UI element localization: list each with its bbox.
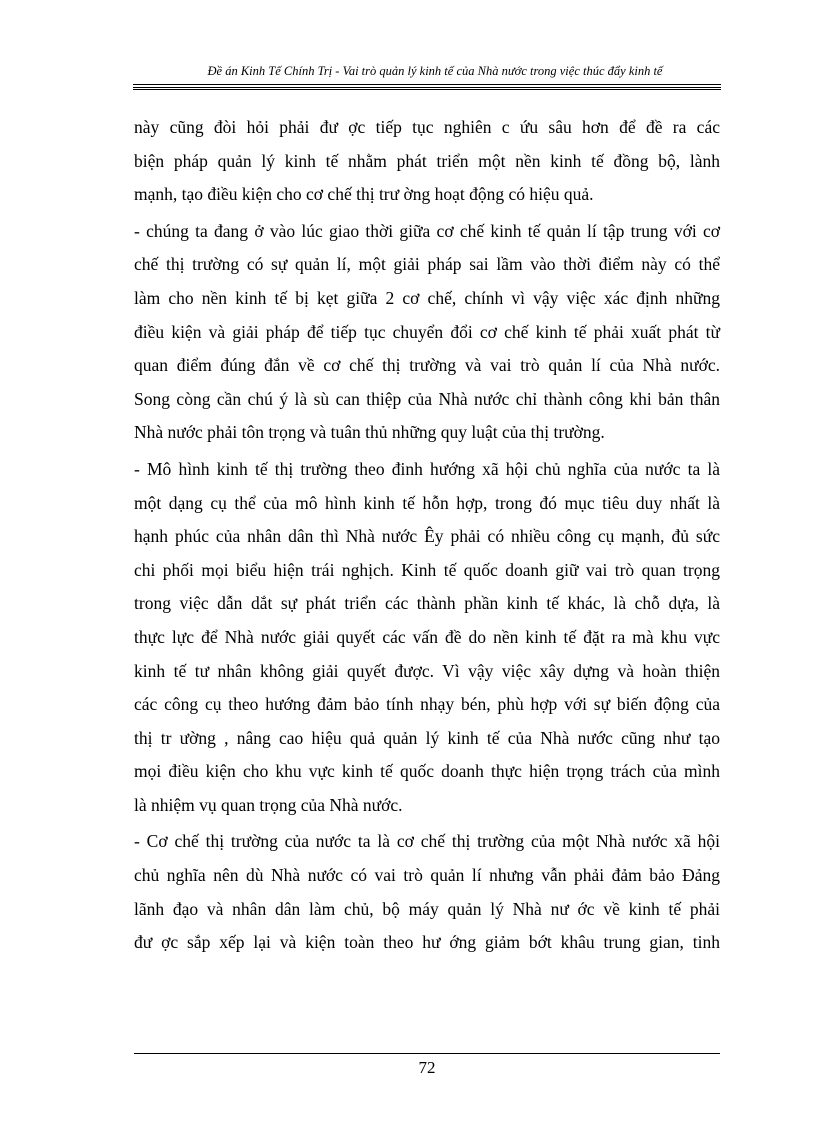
text-line: trong việc dẫn dắt sự phát triển các thành phần kinh tế khác, là chỗ dựa, là	[134, 593, 720, 614]
paragraph	[134, 453, 720, 823]
header-rule	[133, 89, 721, 90]
text-line: thực lực để Nhà nước giải quyết các vấn đề do nền kinh tế đặt ra mà khu vực	[134, 626, 720, 647]
text-line: làm cho nền kinh tế bị kẹt giữa 2 cơ chế, chính vì vậy việc xác định những	[134, 287, 720, 308]
text-line: mạnh, tạo điều kiện cho cơ chế thị trư ờng hoạt động có hiệu quả.	[134, 184, 594, 205]
text-line: chế thị trường có sự quản lí, một giải pháp sai lầm vào thời điểm này có thể	[134, 254, 720, 275]
text-line: - Cơ chế thị trường của nước ta là cơ chế thị trường của một Nhà nước xã hội	[134, 831, 720, 852]
text-line: thị tr ường , nâng cao hiệu quả quản lý kinh tế của Nhà nước cũng như tạo	[134, 727, 720, 748]
document-body	[134, 111, 720, 960]
page-number: 72	[418, 1058, 436, 1077]
text-line: điều kiện và giải pháp để tiếp tục chuyển đổi cơ chế kinh tế phải xuất phát từ	[134, 321, 720, 342]
header-rule	[133, 84, 721, 85]
paragraph	[134, 111, 720, 212]
text-line: một dạng cụ thể của mô hình kinh tế hỗn hợp, trong đó mục tiêu duy nhất là	[134, 492, 720, 513]
paragraph	[134, 825, 720, 959]
text-line: biện pháp quản lý kinh tế nhằm phát triển một nền kinh tế đồng bộ, lành	[134, 150, 720, 171]
paragraph	[134, 215, 720, 450]
text-line: là nhiệm vụ quan trọng của Nhà nước.	[134, 794, 403, 815]
text-line: chủ nghĩa nên dù Nhà nước có vai trò quản lí nhưng vẫn phải đảm bảo Đảng	[134, 865, 720, 886]
text-line: này cũng đòi hỏi phải đư ợc tiếp tục nghiên c ứu sâu hơn để đề ra các	[134, 117, 720, 137]
text-line: - Mô hình kinh tế thị trường theo đinh hướng xã hội chủ nghĩa của nước ta là	[134, 458, 720, 479]
text-line: quan điểm đúng đắn về cơ chế thị trường và vai trò quản lí của Nhà nước.	[134, 355, 720, 376]
text-line: chi phối mọi biểu hiện trái nghịch. Kinh tế quốc doanh giữ vai trò quan trọng	[134, 559, 720, 580]
footer-rule	[134, 1053, 720, 1054]
text-line: lãnh đạo và nhân dân làm chủ, bộ máy quản lý Nhà nư ớc về kinh tế phải	[134, 898, 720, 919]
text-line: Nhà nước phải tôn trọng và tuân thủ những quy luật của thị trường.	[134, 422, 605, 443]
document-header: Đề án Kinh Tế Chính Trị - Vai trò quản lý kinh tế của Nhà nước trong việc thúc đẩy kinh tế	[207, 64, 663, 78]
text-line: - chúng ta đang ở vào lúc giao thời giữa cơ chế kinh tế quản lí tập trung với cơ	[134, 220, 720, 241]
header-rule	[133, 87, 721, 88]
text-line: Song còng cần chú ý là sù can thiệp của Nhà nước chỉ thành công khi bản thân	[134, 388, 720, 409]
text-line: đư ợc sắp xếp lại và kiện toàn theo hư ớng giảm bớt khâu trung gian, tinh	[134, 932, 720, 953]
text-line: hạnh phúc của nhân dân thì Nhà nước Êy phải có nhiều công cụ mạnh, đủ sức	[134, 526, 720, 547]
text-line: kinh tế tư nhân không giải quyết được. Vì vậy việc xây dựng và hoàn thiện	[134, 660, 720, 681]
text-line: các công cụ theo hướng đảm bảo tính nhạy bén, phù hợp với sự biến động của	[134, 694, 720, 715]
text-line: mọi điều kiện cho khu vực kinh tế quốc doanh thực hiện trọng trách của mình	[134, 761, 720, 782]
